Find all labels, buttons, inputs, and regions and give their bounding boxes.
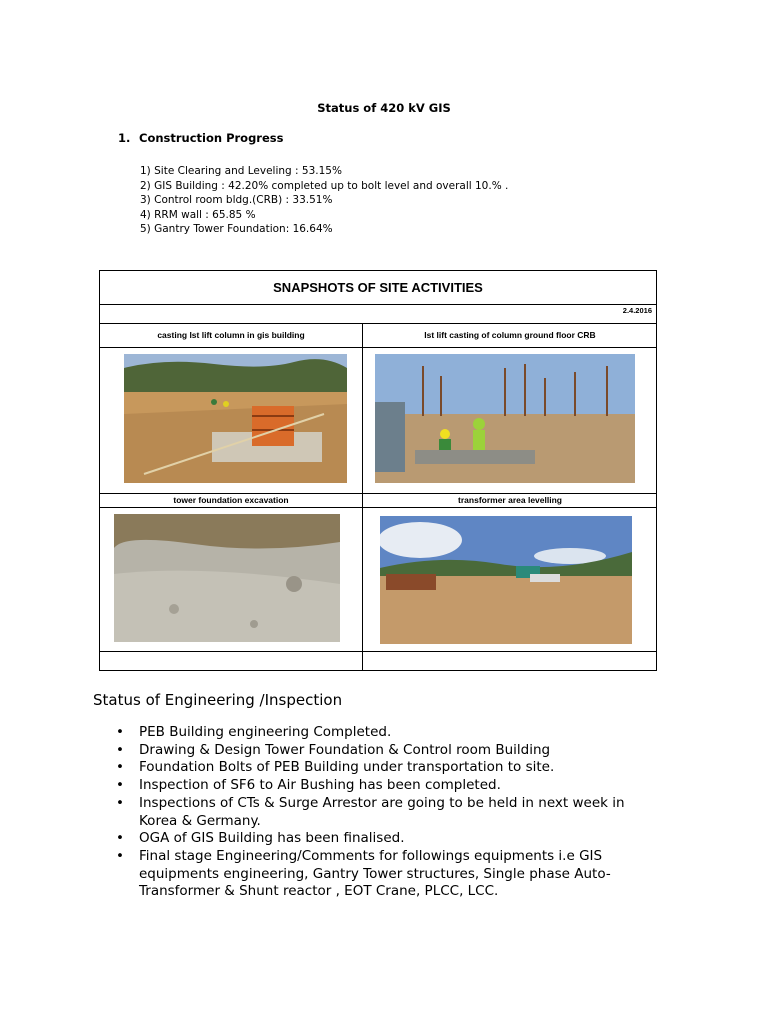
- item-line: Foundation Bolts of PEB Building under transportation to site.: [139, 759, 555, 776]
- table-rule: [100, 651, 656, 652]
- engineering-item: [116, 777, 659, 795]
- engineering-item: [116, 741, 659, 760]
- snapshots-table: [99, 270, 657, 671]
- item-line: Final stage Engineering/Comments for followings equipments i.e GIS: [139, 847, 603, 864]
- progress-item: 4) RRM wall : 65.85 %: [140, 208, 256, 221]
- photo-transformer-area-levelling: [380, 516, 632, 644]
- item-line: Drawing & Design Tower Foundation & Control room Building: [139, 741, 551, 758]
- engineering-item: [116, 830, 659, 848]
- caption-tower-foundation: tower foundation excavation: [173, 495, 289, 505]
- engineering-status-list: [116, 724, 659, 901]
- caption-transformer-area: transformer area levelling: [458, 495, 562, 505]
- bullet-icon: •: [116, 724, 124, 740]
- caption-crb-column: Ist lift casting of column ground floor CRB: [424, 330, 596, 340]
- photo-gis-column-casting: [124, 354, 347, 483]
- engineering-item: [116, 847, 659, 901]
- photo-crb-column-casting: [375, 354, 635, 483]
- item-line: Korea & Germany.: [139, 812, 261, 829]
- engineering-item: [116, 759, 659, 777]
- table-rule: [100, 304, 656, 305]
- bullet-icon: •: [116, 847, 124, 864]
- section-heading-text: Construction Progress: [139, 131, 284, 145]
- table-rule: [100, 507, 656, 508]
- bullet-icon: •: [116, 777, 124, 794]
- snapshots-title: SNAPSHOTS OF SITE ACTIVITIES: [273, 280, 483, 295]
- section-number: 1.: [118, 131, 131, 145]
- progress-item: 1) Site Clearing and Leveling : 53.15%: [140, 165, 342, 177]
- table-rule: [100, 323, 656, 324]
- bullet-icon: •: [116, 794, 124, 811]
- document-title: Status of 420 kV GIS: [317, 101, 451, 115]
- bullet-icon: •: [116, 830, 124, 847]
- table-rule: [100, 347, 656, 348]
- item-line: PEB Building engineering Completed.: [139, 724, 392, 740]
- engineering-status-heading: Status of Engineering /Inspection: [93, 691, 343, 709]
- snapshots-date: 2.4.2016: [622, 306, 652, 315]
- item-line: equipments engineering, Gantry Tower structures, Single phase Auto-: [139, 865, 611, 882]
- item-line: Inspection of SF6 to Air Bushing has been completed.: [139, 777, 501, 794]
- bullet-icon: •: [116, 759, 124, 776]
- caption-gis-column: casting Ist lift column in gis building: [157, 330, 305, 340]
- photo-tower-foundation-excavation: [114, 514, 340, 642]
- progress-item: 3) Control room bldg.(CRB) : 33.51%: [140, 194, 333, 206]
- engineering-item: [116, 794, 659, 830]
- engineering-item: [116, 724, 659, 742]
- construction-progress-heading: [118, 131, 283, 145]
- table-rule: [100, 493, 656, 494]
- item-line: OGA of GIS Building has been finalised.: [139, 830, 405, 847]
- progress-item: 2) GIS Building : 42.20% completed up to bolt level and overall 10.% .: [140, 179, 509, 192]
- item-line: Transformer & Shunt reactor , EOT Crane, PLCC, LCC.: [139, 883, 499, 900]
- construction-progress-list: [140, 164, 508, 237]
- bullet-icon: •: [116, 741, 124, 758]
- item-line: Inspections of CTs & Surge Arrestor are going to be held in next week in: [139, 794, 625, 811]
- progress-item: 5) Gantry Tower Foundation: 16.64%: [140, 223, 333, 235]
